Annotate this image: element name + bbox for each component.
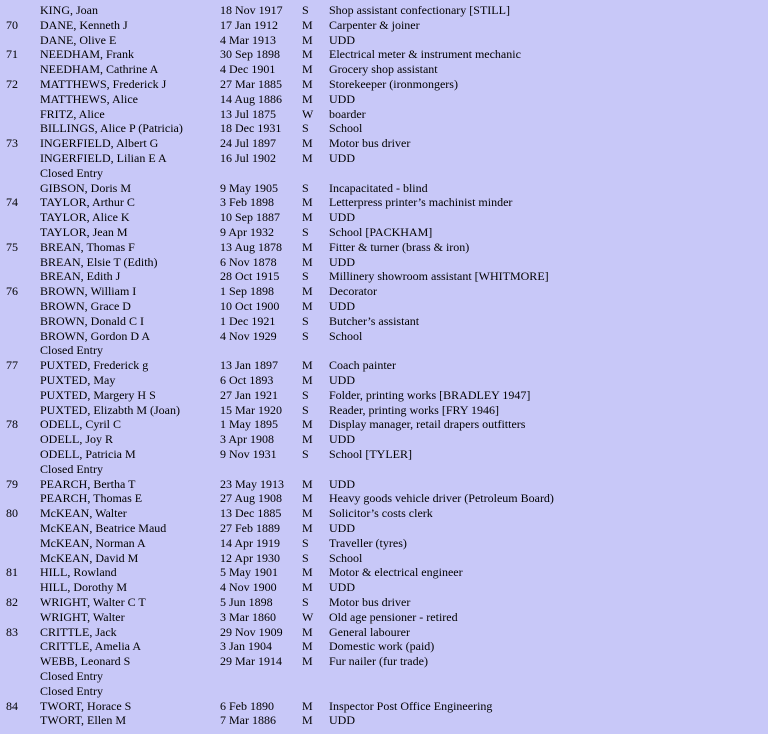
person-name: BILLINGS, Alice P (Patricia) <box>40 121 183 136</box>
marital-status: M <box>302 698 313 713</box>
occupation: School [TYLER] <box>329 447 412 461</box>
birth-date: 4 Nov 1929 <box>220 328 277 343</box>
occupation: UDD <box>329 476 355 491</box>
table-row <box>0 403 768 418</box>
occupation: Reader, printing works [FRY 1946] <box>329 402 500 417</box>
occupation: UDD <box>329 580 355 595</box>
birth-date: 3 Mar 1860 <box>220 609 276 624</box>
marital-status: M <box>302 136 313 151</box>
household-number: 78 <box>6 417 18 432</box>
table-row <box>0 432 768 447</box>
person-name: WEBB, Leonard S <box>40 654 131 669</box>
marital-status: W <box>302 609 314 624</box>
person-name: NEEDHAM, Cathrine A <box>40 62 159 77</box>
person-name: BROWN, Gordon D A <box>40 328 150 343</box>
household-number: 80 <box>6 506 18 521</box>
marital-status: M <box>302 299 313 313</box>
birth-date: 18 Dec 1931 <box>220 121 282 136</box>
marital-status: S <box>302 3 309 17</box>
marital-status: S <box>302 269 309 284</box>
marital-status: M <box>302 491 313 506</box>
birth-date: 10 Oct 1900 <box>220 299 280 313</box>
table-row <box>0 240 768 255</box>
person-name: PEARCH, Thomas E <box>40 491 143 506</box>
birth-date: 28 Oct 1915 <box>220 269 280 284</box>
table-row <box>0 255 768 270</box>
table-row <box>0 536 768 551</box>
occupation: Fur nailer (fur trade) <box>329 654 428 669</box>
birth-date: 18 Nov 1917 <box>220 3 283 17</box>
marital-status: W <box>302 106 314 121</box>
occupation: Incapacitated - blind <box>329 180 428 195</box>
occupation: Letterpress printer’s machinist minder <box>329 195 513 210</box>
table-row <box>0 136 768 151</box>
person-name: BREAN, Thomas F <box>40 239 135 254</box>
marital-status: M <box>302 151 313 165</box>
occupation: UDD <box>329 32 355 47</box>
table-row <box>0 521 768 536</box>
marital-status: M <box>302 521 313 535</box>
marital-status: S <box>302 447 309 461</box>
household-number: 79 <box>6 476 18 491</box>
person-name: WRIGHT, Walter <box>40 609 125 624</box>
marital-status: M <box>302 506 313 521</box>
table-row <box>0 210 768 225</box>
marital-status: M <box>302 432 313 447</box>
birth-date: 23 May 1913 <box>220 476 284 491</box>
person-name: MATTHEWS, Alice <box>40 91 138 106</box>
occupation: Storekeeper (ironmongers) <box>329 77 458 91</box>
person-name: PUXTED, May <box>40 373 116 387</box>
birth-date: 6 Feb 1890 <box>220 698 274 713</box>
person-name: McKEAN, Walter <box>40 506 127 521</box>
occupation: Shop assistant confectionary [STILL] <box>329 3 510 17</box>
table-row <box>0 225 768 240</box>
occupation: UDD <box>329 521 355 535</box>
occupation: Old age pensioner - retired <box>329 609 458 624</box>
table-row <box>0 284 768 299</box>
person-name: McKEAN, Beatrice Maud <box>40 521 167 535</box>
marital-status: M <box>302 624 313 639</box>
person-name: ODELL, Patricia M <box>40 447 136 461</box>
occupation: Grocery shop assistant <box>329 62 438 77</box>
occupation: Motor bus driver <box>329 136 411 151</box>
occupation: UDD <box>329 210 355 225</box>
table-row <box>0 107 768 122</box>
occupation: UDD <box>329 432 355 447</box>
person-name: PEARCH, Bertha T <box>40 476 136 491</box>
birth-date: 9 Nov 1931 <box>220 447 277 461</box>
person-name: WRIGHT, Walter C T <box>40 595 146 609</box>
occupation: Heavy goods vehicle driver (Petroleum Board) <box>329 491 554 506</box>
marital-status: S <box>302 225 309 239</box>
person-name: BREAN, Elsie T (Edith) <box>40 254 158 269</box>
birth-date: 9 Apr 1932 <box>220 225 274 239</box>
table-row <box>0 151 768 166</box>
birth-date: 13 Jul 1875 <box>220 106 277 121</box>
person-name: TWORT, Ellen M <box>40 713 127 728</box>
marital-status: M <box>302 91 313 106</box>
table-row <box>0 610 768 625</box>
person-name: BROWN, Donald C I <box>40 313 144 328</box>
birth-date: 27 Feb 1889 <box>220 521 280 535</box>
birth-date: 3 Feb 1898 <box>220 195 274 210</box>
occupation: UDD <box>329 91 355 106</box>
occupation: Display manager, retail drapers outfitters <box>329 417 526 432</box>
marital-status: S <box>302 535 309 550</box>
birth-date: 3 Jan 1904 <box>220 639 272 654</box>
marital-status: M <box>302 284 313 299</box>
occupation: Carpenter & joiner <box>329 17 420 32</box>
table-row <box>0 314 768 329</box>
birth-date: 14 Aug 1886 <box>220 91 283 106</box>
table-row <box>0 477 768 492</box>
table-row <box>0 417 768 432</box>
birth-date: 5 Jun 1898 <box>220 595 273 609</box>
person-name: CRITTLE, Amelia A <box>40 639 141 654</box>
table-row <box>0 18 768 33</box>
occupation: Domestic work (paid) <box>329 639 435 654</box>
occupation: UDD <box>329 299 355 313</box>
marital-status: S <box>302 550 309 565</box>
marital-status: M <box>302 358 313 373</box>
marital-status: S <box>302 180 309 195</box>
household-number: 70 <box>6 17 18 32</box>
table-row <box>0 47 768 62</box>
marital-status: M <box>302 417 313 432</box>
person-name: PUXTED, Elizabth M (Joan) <box>40 402 180 417</box>
marital-status: M <box>302 47 313 62</box>
person-name: Closed Entry <box>40 669 103 683</box>
household-number: 71 <box>6 47 18 62</box>
birth-date: 1 Sep 1898 <box>220 284 274 299</box>
birth-date: 16 Jul 1902 <box>220 151 277 165</box>
person-name: HILL, Dorothy M <box>40 580 127 595</box>
occupation: UDD <box>329 713 355 728</box>
marital-status: M <box>302 565 313 580</box>
occupation: School [PACKHAM] <box>329 225 433 239</box>
birth-date: 4 Nov 1900 <box>220 580 277 595</box>
person-name: ODELL, Cyril C <box>40 417 121 432</box>
table-row <box>0 343 768 358</box>
person-name: Closed Entry <box>40 683 103 698</box>
table-row <box>0 491 768 506</box>
birth-date: 1 May 1895 <box>220 417 278 432</box>
person-name: McKEAN, David M <box>40 550 139 565</box>
birth-date: 12 Apr 1930 <box>220 550 280 565</box>
person-name: DANE, Olive E <box>40 32 117 47</box>
table-row <box>0 580 768 595</box>
occupation: General labourer <box>329 624 410 639</box>
person-name: Closed Entry <box>40 165 103 180</box>
person-name: TAYLOR, Jean M <box>40 225 128 239</box>
marital-status: M <box>302 639 313 654</box>
birth-date: 4 Dec 1901 <box>220 62 276 77</box>
birth-date: 29 Nov 1909 <box>220 624 283 639</box>
birth-date: 1 Dec 1921 <box>220 313 276 328</box>
table-row <box>0 121 768 136</box>
household-number: 83 <box>6 624 18 639</box>
household-number: 75 <box>6 239 18 254</box>
birth-date: 30 Sep 1898 <box>220 47 280 62</box>
birth-date: 6 Oct 1893 <box>220 373 274 387</box>
birth-date: 7 Mar 1886 <box>220 713 276 728</box>
table-row <box>0 62 768 77</box>
table-row <box>0 699 768 714</box>
birth-date: 10 Sep 1887 <box>220 210 280 225</box>
marital-status: M <box>302 476 313 491</box>
table-row <box>0 565 768 580</box>
birth-date: 6 Nov 1878 <box>220 254 277 269</box>
person-name: CRITTLE, Jack <box>40 624 117 639</box>
person-name: HILL, Rowland <box>40 565 117 580</box>
table-row <box>0 92 768 107</box>
marital-status: S <box>302 313 309 328</box>
table-row <box>0 506 768 521</box>
occupation: Inspector Post Office Engineering <box>329 698 493 713</box>
occupation: Folder, printing works [BRADLEY 1947] <box>329 387 531 402</box>
household-number: 77 <box>6 358 18 373</box>
birth-date: 9 May 1905 <box>220 180 278 195</box>
marital-status: M <box>302 654 313 669</box>
birth-date: 15 Mar 1920 <box>220 402 282 417</box>
household-number: 74 <box>6 195 18 210</box>
birth-date: 29 Mar 1914 <box>220 654 282 669</box>
table-row <box>0 447 768 462</box>
person-name: Closed Entry <box>40 461 103 476</box>
table-row <box>0 329 768 344</box>
marital-status: S <box>302 387 309 402</box>
table-row <box>0 195 768 210</box>
birth-date: 3 Apr 1908 <box>220 432 274 447</box>
occupation: Motor & electrical engineer <box>329 565 463 580</box>
birth-date: 13 Aug 1878 <box>220 239 283 254</box>
household-number: 82 <box>6 595 18 609</box>
person-name: MATTHEWS, Frederick J <box>40 77 167 91</box>
marital-status: M <box>302 713 313 728</box>
birth-date: 14 Apr 1919 <box>220 535 280 550</box>
table-row <box>0 33 768 48</box>
occupation: Butcher’s assistant <box>329 313 420 328</box>
table-row <box>0 639 768 654</box>
occupation: boarder <box>329 106 366 121</box>
marital-status: M <box>302 239 313 254</box>
person-name: PUXTED, Margery H S <box>40 387 156 402</box>
birth-date: 4 Mar 1913 <box>220 32 276 47</box>
person-name: TAYLOR, Arthur C <box>40 195 135 210</box>
marital-status: M <box>302 77 313 91</box>
occupation: UDD <box>329 373 355 387</box>
person-name: ODELL, Joy R <box>40 432 113 447</box>
marital-status: S <box>302 328 309 343</box>
person-name: INGERFIELD, Lilian E A <box>40 151 167 165</box>
table-row <box>0 669 768 684</box>
occupation: Decorator <box>329 284 377 299</box>
occupation: Coach painter <box>329 358 396 373</box>
household-number: 72 <box>6 77 18 91</box>
occupation: Motor bus driver <box>329 595 411 609</box>
birth-date: 13 Dec 1885 <box>220 506 282 521</box>
person-name: FRITZ, Alice <box>40 106 105 121</box>
occupation: Millinery showroom assistant [WHITMORE] <box>329 269 549 284</box>
marital-status: S <box>302 402 309 417</box>
marital-status: M <box>302 195 313 210</box>
table-row <box>0 166 768 181</box>
person-name: BROWN, Grace D <box>40 299 131 313</box>
birth-date: 27 Mar 1885 <box>220 77 282 91</box>
person-name: GIBSON, Doris M <box>40 180 132 195</box>
table-row <box>0 3 768 18</box>
marital-status: M <box>302 254 313 269</box>
birth-date: 5 May 1901 <box>220 565 278 580</box>
person-name: Closed Entry <box>40 343 103 358</box>
table-row <box>0 684 768 699</box>
table-row <box>0 388 768 403</box>
household-number: 84 <box>6 698 18 713</box>
birth-date: 27 Aug 1908 <box>220 491 283 506</box>
person-name: NEEDHAM, Frank <box>40 47 134 62</box>
occupation: UDD <box>329 151 355 165</box>
table-row <box>0 358 768 373</box>
marital-status: M <box>302 580 313 595</box>
table-row <box>0 462 768 477</box>
occupation: School <box>329 550 363 565</box>
marital-status: M <box>302 62 313 77</box>
occupation: Fitter & turner (brass & iron) <box>329 239 470 254</box>
person-name: TWORT, Horace S <box>40 698 132 713</box>
birth-date: 17 Jan 1912 <box>220 17 278 32</box>
birth-date: 24 Jul 1897 <box>220 136 277 151</box>
table-row <box>0 181 768 196</box>
person-name: TAYLOR, Alice K <box>40 210 130 225</box>
occupation: Solicitor’s costs clerk <box>329 506 433 521</box>
marital-status: S <box>302 595 309 609</box>
table-row <box>0 373 768 388</box>
household-number: 76 <box>6 284 18 299</box>
table-row <box>0 269 768 284</box>
household-number: 81 <box>6 565 18 580</box>
person-name: DANE, Kenneth J <box>40 17 128 32</box>
person-name: INGERFIELD, Albert G <box>40 136 159 151</box>
birth-date: 27 Jan 1921 <box>220 387 278 402</box>
table-row <box>0 595 768 610</box>
person-name: PUXTED, Frederick g <box>40 358 149 373</box>
birth-date: 13 Jan 1897 <box>220 358 278 373</box>
table-row <box>0 77 768 92</box>
marital-status: M <box>302 17 313 32</box>
marital-status: S <box>302 121 309 136</box>
marital-status: M <box>302 373 313 387</box>
person-name: BREAN, Edith J <box>40 269 121 284</box>
occupation: Electrical meter & instrument mechanic <box>329 47 521 62</box>
occupation: School <box>329 328 363 343</box>
table-row <box>0 713 768 728</box>
table-row <box>0 299 768 314</box>
person-name: KING, Joan <box>40 3 98 17</box>
occupation: School <box>329 121 363 136</box>
table-row <box>0 625 768 640</box>
occupation: Traveller (tyres) <box>329 535 407 550</box>
table-row <box>0 654 768 669</box>
person-name: BROWN, William I <box>40 284 137 299</box>
person-name: McKEAN, Norman A <box>40 535 146 550</box>
occupation: UDD <box>329 254 355 269</box>
household-number: 73 <box>6 136 18 151</box>
marital-status: M <box>302 210 313 225</box>
marital-status: M <box>302 32 313 47</box>
table-row <box>0 551 768 566</box>
